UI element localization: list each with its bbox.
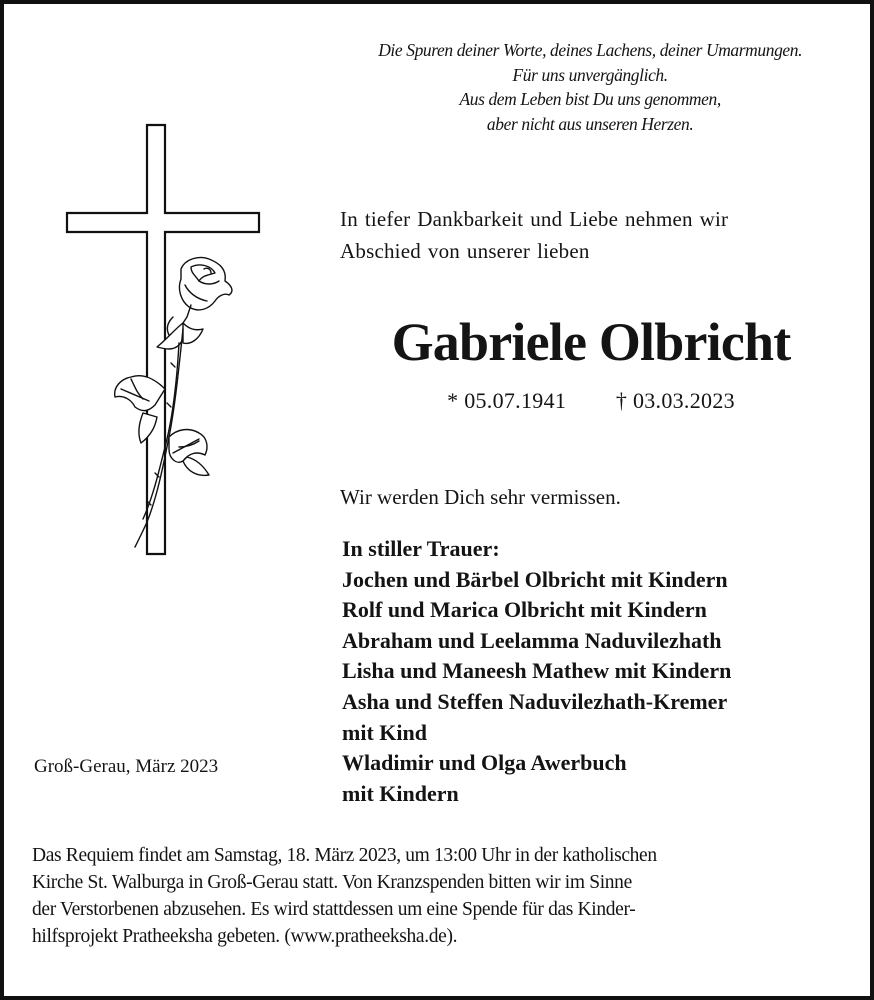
mourner-line: mit Kind [342, 719, 427, 745]
mourner-line: Jochen und Bärbel Olbricht mit Kindern [342, 566, 728, 592]
mourner-line: Rolf und Marica Olbricht mit Kindern [342, 597, 707, 623]
poem-line: Für uns unvergänglich. [512, 64, 668, 85]
requiem-line: hilfsprojekt Pratheeksha gebeten. (www.pratheeksha.de). [32, 926, 458, 947]
death-date: 03.03.2023 [632, 388, 735, 413]
place-date: Groß-Gerau, März 2023 [34, 756, 219, 777]
poem-line: Die Spuren deiner Worte, deines Lachens, deiner Umarmungen. [378, 40, 803, 60]
mourner-line: Lisha und Maneesh Mathew mit Kindern [342, 658, 732, 684]
mourners-heading: In stiller Trauer: [342, 536, 500, 561]
cross-with-rose-icon [59, 117, 279, 562]
intro-text [340, 203, 728, 267]
mourner-line: mit Kindern [342, 780, 459, 806]
mourners-list [342, 534, 731, 809]
requiem-info [32, 842, 862, 950]
intro-line: Abschied von unserer lieben [340, 239, 590, 263]
closing-line: Wir werden Dich sehr vermissen. [340, 485, 621, 509]
life-dates [338, 384, 844, 418]
poem-verse [304, 38, 874, 136]
poem-line: Aus dem Leben bist Du uns genommen, [459, 89, 721, 109]
deceased-name: Gabriele Olbricht [391, 312, 791, 372]
poem-line: aber nicht aus unseren Herzen. [486, 113, 694, 134]
birth-date: 05.07.1941 [464, 388, 567, 413]
mourner-line: Asha und Steffen Naduvilezhath-Kremer [342, 688, 728, 714]
requiem-line: Das Requiem findet am Samstag, 18. März 2023, um 13:00 Uhr in der katholischen [32, 845, 657, 866]
mourner-line: Abraham und Leelamma Naduvilezhath [342, 627, 722, 653]
requiem-line: Kirche St. Walburga in Groß-Gerau statt. Von Kranzspenden bitten wir im Sinne [32, 872, 632, 893]
death-cross-icon: † [615, 388, 628, 413]
requiem-line: der Verstorbenen abzusehen. Es wird stattdessen um eine Spende für das Kinder- [32, 899, 636, 920]
birth-star-icon: * [447, 388, 459, 413]
intro-line: In tiefer Dankbarkeit und Liebe nehmen wir [340, 207, 729, 231]
mourner-line: Wladimir und Olga Awerbuch [342, 750, 627, 776]
